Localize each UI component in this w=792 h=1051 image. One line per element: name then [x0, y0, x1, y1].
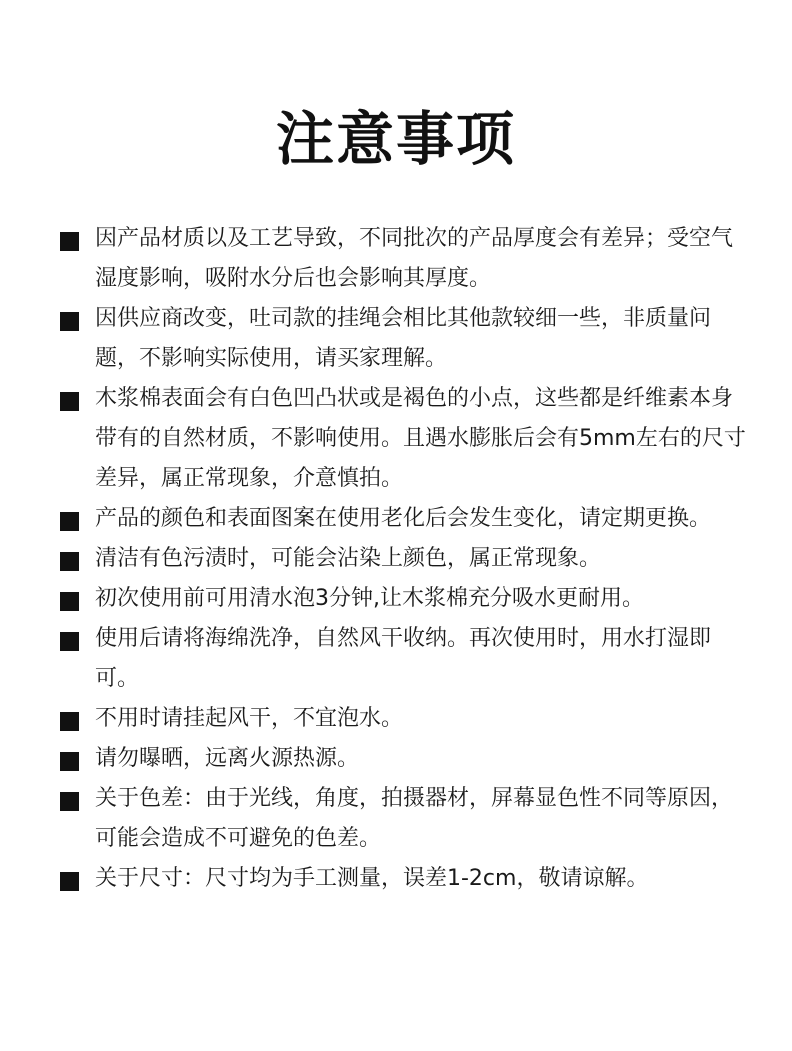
- list-item: [60, 739, 750, 779]
- list-item: [60, 779, 750, 859]
- square-bullet-icon: [60, 392, 79, 411]
- list-item: [60, 539, 750, 579]
- note-text: 木浆棉表面会有白色凹凸状或是褐色的小点，这些都是纤维素本身带有的自然材质，不影响使用。且遇水膨胀后会有5mm左右的尺寸差异，属正常现象，介意慎拍。: [95, 386, 746, 491]
- list-item: [60, 619, 750, 699]
- square-bullet-icon: [60, 792, 79, 811]
- note-text: 关于色差：由于光线，角度，拍摄器材，屏幕显色性不同等原因，可能会造成不可避免的色差。: [95, 786, 734, 851]
- notes-list: [60, 219, 750, 899]
- square-bullet-icon: [60, 232, 79, 251]
- list-item: [60, 299, 750, 379]
- note-text: 使用后请将海绵洗净，自然风干收纳。再次使用时，用水打湿即可。: [95, 626, 712, 691]
- note-text: 请勿曝晒，远离火源热源。: [95, 746, 360, 771]
- square-bullet-icon: [60, 872, 79, 891]
- square-bullet-icon: [60, 632, 79, 651]
- note-text: 因产品材质以及工艺导致，不同批次的产品厚度会有差异；受空气湿度影响，吸附水分后也会影响其厚度。: [95, 226, 734, 291]
- list-item: [60, 219, 750, 299]
- note-text: 因供应商改变，吐司款的挂绳会相比其他款较细一些，非质量问题，不影响实际使用，请买家理解。: [95, 306, 712, 371]
- square-bullet-icon: [60, 592, 79, 611]
- note-text: 关于尺寸：尺寸均为手工测量，误差1-2cm，敬请谅解。: [95, 866, 649, 891]
- list-item: [60, 379, 750, 499]
- list-item: [60, 859, 750, 899]
- note-text: 初次使用前可用清水泡3分钟,让木浆棉充分吸水更耐用。: [95, 586, 644, 611]
- note-text: 不用时请挂起风干，不宜泡水。: [95, 706, 404, 731]
- page-title: 注意事项: [275, 105, 516, 173]
- note-text: 产品的颜色和表面图案在使用老化后会发生变化，请定期更换。: [95, 506, 712, 531]
- square-bullet-icon: [60, 712, 79, 731]
- square-bullet-icon: [60, 512, 79, 531]
- list-item: [60, 499, 750, 539]
- list-item: [60, 579, 750, 619]
- square-bullet-icon: [60, 312, 79, 331]
- square-bullet-icon: [60, 552, 79, 571]
- square-bullet-icon: [60, 752, 79, 771]
- list-item: [60, 699, 750, 739]
- note-text: 清洁有色污渍时，可能会沾染上颜色，属正常现象。: [95, 546, 602, 571]
